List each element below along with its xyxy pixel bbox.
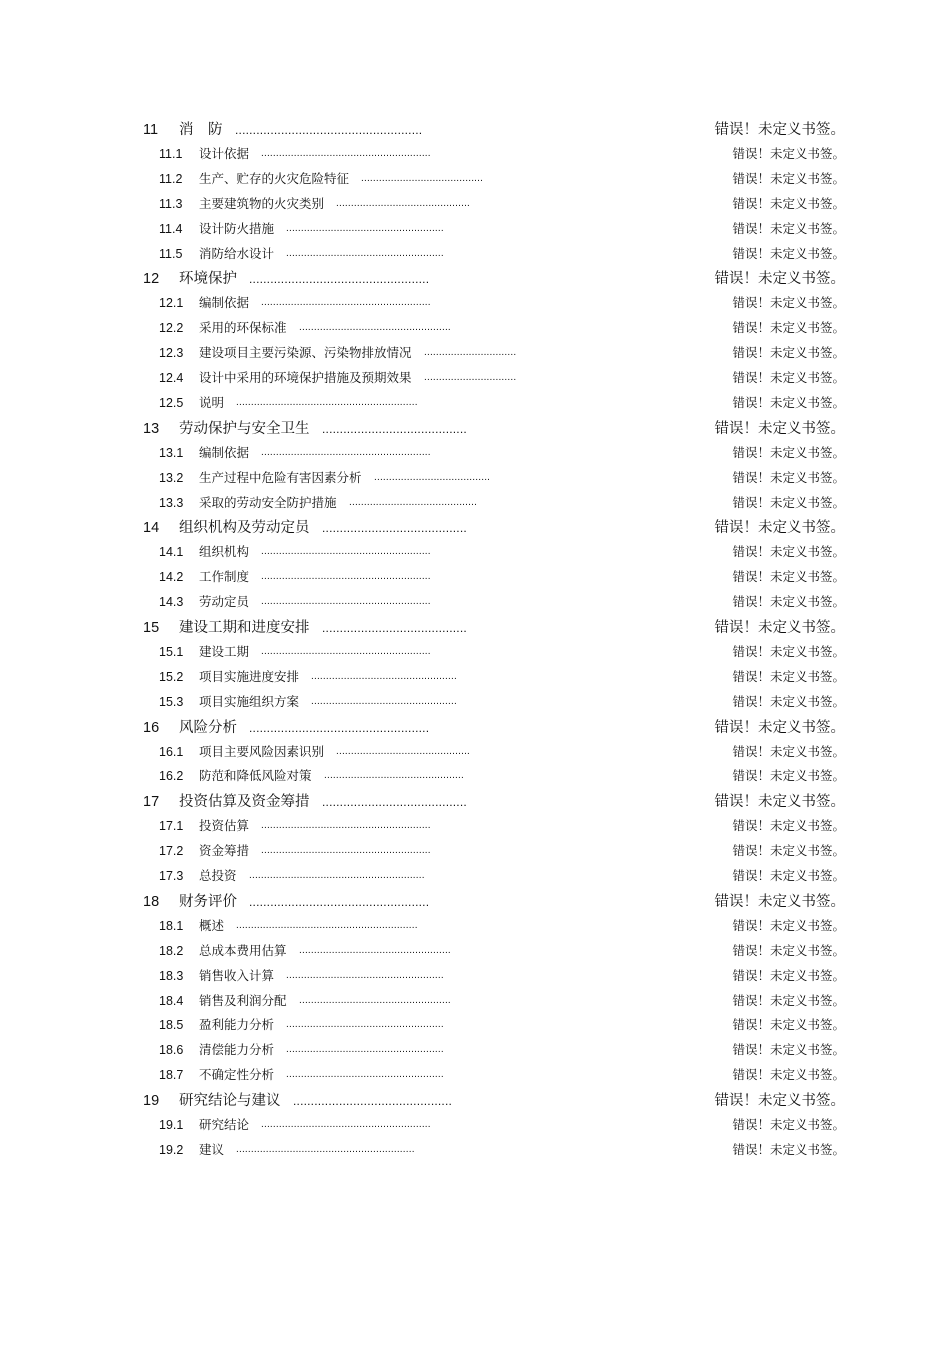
toc-page-reference: 错误！未定义书签。 xyxy=(732,942,845,958)
toc-entry-number: 11.3 xyxy=(159,196,183,211)
toc-entry-title: 销售收入计算 xyxy=(199,967,275,983)
toc-dot-leader: ................................................... xyxy=(299,994,451,1006)
toc-dot-leader: ............................................. xyxy=(336,745,471,757)
toc-dot-leader: ......................................................... xyxy=(261,147,431,159)
toc-page-reference: 错误！未定义书签。 xyxy=(732,693,845,709)
toc-entry-title: 销售及利润分配 xyxy=(199,992,287,1008)
toc-page-reference: 错误！未定义书签。 xyxy=(714,420,845,437)
toc-entry-number: 16 xyxy=(143,719,160,736)
toc-page-reference: 错误！未定义书签。 xyxy=(714,893,845,910)
toc-page-reference: 错误！未定义书签。 xyxy=(714,1093,845,1110)
toc-entry-number: 14.1 xyxy=(159,545,184,560)
toc-entry-title: 投资估算 xyxy=(199,818,250,834)
toc-entry-number: 11 xyxy=(143,122,159,138)
toc-dot-leader: ............................................................. xyxy=(236,396,418,408)
toc-entry-title: 研究结论与建议 xyxy=(179,1093,281,1110)
toc-entry-number: 12.5 xyxy=(159,395,184,410)
toc-page-reference: 错误！未定义书签。 xyxy=(732,245,845,261)
toc-entry-title: 研究结论 xyxy=(199,1117,250,1132)
toc-page-reference: 错误！未定义书签。 xyxy=(714,520,845,537)
toc-page-reference: 错误！未定义书签。 xyxy=(732,743,845,759)
toc-entry-number: 18.6 xyxy=(159,1043,184,1058)
toc-entry-title: 财务评价 xyxy=(179,893,237,910)
toc-entry-title: 概述 xyxy=(199,917,225,933)
toc-entry-number: 15.1 xyxy=(159,644,184,659)
toc-entry-number: 13.3 xyxy=(159,495,184,510)
toc-entry-number: 18.2 xyxy=(159,943,184,958)
toc-entry-number: 19.1 xyxy=(159,1118,184,1132)
toc-entry-title: 说明 xyxy=(199,394,225,410)
toc-dot-leader: ..................................................... xyxy=(286,1019,444,1031)
toc-entry-title: 资金筹措 xyxy=(199,843,250,859)
toc-entry-title: 不确定性分析 xyxy=(199,1067,275,1083)
toc-entry-number: 11.4 xyxy=(159,221,183,236)
toc-entry-title: 建设项目主要污染源、污染物排放情况 xyxy=(199,345,412,361)
toc-entry-title: 盈利能力分析 xyxy=(199,1017,275,1033)
toc-page-reference: 错误！未定义书签。 xyxy=(732,295,845,311)
toc-dot-leader: ................................................... xyxy=(249,894,430,909)
toc-dot-leader: ................................................... xyxy=(299,944,451,956)
toc-entry-number: 11.1 xyxy=(159,146,183,161)
toc-entry-title: 项目实施组织方案 xyxy=(199,693,300,709)
toc-page-reference: 错误！未定义书签。 xyxy=(732,818,845,834)
toc-page-reference: 错误！未定义书签。 xyxy=(714,719,845,736)
toc-dot-leader: ..................................................... xyxy=(286,247,444,259)
toc-entry-number: 15.2 xyxy=(159,669,184,684)
toc-page-reference: 错误！未定义书签。 xyxy=(732,594,845,610)
toc-entry-number: 17 xyxy=(143,794,160,811)
toc-entry-title: 总投资 xyxy=(199,868,237,883)
toc-entry-number: 11.2 xyxy=(159,171,183,186)
toc-entry-number: 19 xyxy=(143,1093,160,1110)
toc-page-reference: 错误！未定义书签。 xyxy=(732,967,845,983)
toc-entry-number: 12.1 xyxy=(159,296,184,311)
toc-page-reference: 错误！未定义书签。 xyxy=(732,1141,845,1157)
toc-dot-leader: ................................................... xyxy=(299,322,451,334)
toc-entry-title: 编制依据 xyxy=(199,444,250,460)
toc-dot-leader: ............................................................ xyxy=(236,1143,415,1155)
toc-entry-title: 采取的劳动安全防护措施 xyxy=(199,494,337,510)
toc-dot-leader: ..................................................... xyxy=(286,1069,444,1081)
toc-page-reference: 错误！未定义书签。 xyxy=(732,469,845,485)
toc-page-reference: 错误！未定义书签。 xyxy=(732,220,845,236)
toc-dot-leader: ......................................................... xyxy=(261,1119,431,1130)
toc-entry-title: 采用的环保标准 xyxy=(199,320,287,336)
toc-page-reference: 错误！未定义书签。 xyxy=(714,122,845,138)
toc-dot-leader: ..................................................... xyxy=(235,123,423,137)
toc-page-reference: 错误！未定义书签。 xyxy=(732,768,845,784)
toc-entry-title: 设计中采用的环境保护措施及预期效果 xyxy=(199,370,412,385)
toc-entry-number: 12.2 xyxy=(159,321,184,336)
toc-entry-title: 生产过程中危险有害因素分析 xyxy=(199,469,362,485)
toc-entry-number: 16.1 xyxy=(159,744,184,759)
toc-entry-number: 18.3 xyxy=(159,968,184,983)
toc-page-reference: 错误！未定义书签。 xyxy=(732,992,845,1008)
toc-dot-leader: ......................................................... xyxy=(261,571,431,583)
toc-entry-number: 14.3 xyxy=(159,595,184,610)
toc-dot-leader: ......................................................... xyxy=(261,546,431,558)
toc-page-reference: 错误！未定义书签。 xyxy=(732,320,845,336)
toc-entry-number: 19.2 xyxy=(159,1142,184,1157)
toc-entry-title: 劳动定员 xyxy=(199,594,250,610)
toc-entry-title: 工作制度 xyxy=(199,569,250,585)
toc-entry-number: 13.2 xyxy=(159,470,184,485)
toc-page-reference: 错误！未定义书签。 xyxy=(732,394,845,410)
toc-dot-leader: ......................................... xyxy=(322,521,467,536)
toc-page-reference: 错误！未定义书签。 xyxy=(732,569,845,585)
toc-dot-leader: ..................................................... xyxy=(286,969,444,981)
toc-entry-number: 12 xyxy=(143,271,160,288)
toc-entry-number: 17.2 xyxy=(159,844,184,859)
toc-dot-leader: ............................... xyxy=(424,347,517,359)
toc-dot-leader: ............................................. xyxy=(293,1094,453,1109)
toc-dot-leader: ..................................................... xyxy=(286,222,444,234)
toc-entry-number: 13.1 xyxy=(159,445,184,460)
toc-dot-leader: ............................................................. xyxy=(236,919,418,931)
toc-entry-title: 消 防 xyxy=(179,122,223,138)
toc-entry-number: 15.3 xyxy=(159,694,184,709)
toc-page-reference: 错误！未定义书签。 xyxy=(732,668,845,684)
toc-page-reference: 错误！未定义书签。 xyxy=(732,170,845,186)
toc-dot-leader: ................................................. xyxy=(311,695,457,707)
toc-entry-number: 16.2 xyxy=(159,769,184,784)
toc-page-reference: 错误！未定义书签。 xyxy=(732,1067,845,1083)
toc-dot-leader: ......................................... xyxy=(322,795,467,810)
toc-entry-number: 18.1 xyxy=(159,918,184,933)
toc-entry-title: 建议 xyxy=(199,1141,225,1157)
toc-entry-title: 建设工期 xyxy=(199,643,250,659)
toc-page-reference: 错误！未定义书签。 xyxy=(732,917,845,933)
toc-entry-title: 防范和降低风险对策 xyxy=(199,768,312,784)
toc-entry-number: 17.1 xyxy=(159,819,184,834)
toc-entry-number: 17.3 xyxy=(159,869,184,883)
toc-dot-leader: ............................... xyxy=(424,372,517,383)
toc-page-reference: 错误！未定义书签。 xyxy=(714,620,845,636)
toc-entry-number: 14 xyxy=(143,520,160,537)
toc-dot-leader: ....................................... xyxy=(374,471,491,483)
toc-entry-number: 12.4 xyxy=(159,371,184,385)
toc-page-reference: 错误！未定义书签。 xyxy=(732,345,845,361)
toc-entry-title: 主要建筑物的火灾类别 xyxy=(199,195,325,211)
toc-entry-title: 环境保护 xyxy=(179,271,237,288)
toc-entry-title: 组织机构及劳动定员 xyxy=(179,520,310,537)
toc-page-reference: 错误！未定义书签。 xyxy=(732,544,845,560)
toc-entry-title: 编制依据 xyxy=(199,295,250,311)
toc-entry-title: 劳动保护与安全卫生 xyxy=(179,420,310,437)
toc-entry-title: 风险分析 xyxy=(179,719,237,736)
toc-dot-leader: ......................................................... xyxy=(261,845,431,857)
toc-dot-leader: ................................................... xyxy=(249,272,430,287)
toc-dot-leader: ..................................................... xyxy=(286,1044,444,1056)
toc-entry-number: 11.5 xyxy=(159,246,183,261)
toc-dot-leader: ......................................................... xyxy=(261,645,431,657)
toc-dot-leader: ............................................... xyxy=(324,770,464,782)
toc-entry-title: 生产、贮存的火灾危险特征 xyxy=(199,170,350,186)
toc-page-reference: 错误！未定义书签。 xyxy=(732,643,845,659)
toc-entry-title: 总成本费用估算 xyxy=(199,942,287,958)
toc-entry-number: 14.2 xyxy=(159,570,184,585)
toc-entry-title: 设计依据 xyxy=(199,145,250,161)
toc-entry-title: 设计防火措施 xyxy=(199,220,275,236)
toc-entry-title: 组织机构 xyxy=(199,544,250,560)
toc-dot-leader: ......................................................... xyxy=(261,820,431,832)
toc-page-reference: 错误！未定义书签。 xyxy=(732,370,845,385)
toc-dot-leader: ........................................................... xyxy=(249,870,425,881)
toc-dot-leader: ................................................. xyxy=(311,670,457,682)
toc-page-reference: 错误！未定义书签。 xyxy=(732,843,845,859)
toc-entry-number: 18.4 xyxy=(159,993,184,1008)
toc-page-reference: 错误！未定义书签。 xyxy=(732,494,845,510)
toc-dot-leader: ......................................................... xyxy=(261,596,431,608)
toc-page-reference: 错误！未定义书签。 xyxy=(732,195,845,211)
toc-entry-title: 建设工期和进度安排 xyxy=(179,620,310,636)
toc-page-reference: 错误！未定义书签。 xyxy=(732,868,845,883)
toc-entry-number: 15 xyxy=(143,620,160,636)
toc-entry-title: 清偿能力分析 xyxy=(199,1042,275,1058)
toc-dot-leader: ......................................... xyxy=(361,172,484,184)
toc-entry-number: 18.7 xyxy=(159,1068,184,1083)
toc-dot-leader: ......................................... xyxy=(322,621,467,635)
toc-page-reference: 错误！未定义书签。 xyxy=(732,145,845,161)
toc-entry-title: 消防给水设计 xyxy=(199,245,275,261)
toc-page-reference: 错误！未定义书签。 xyxy=(732,444,845,460)
toc-dot-leader: ......................................... xyxy=(322,421,467,436)
toc-page-reference: 错误！未定义书签。 xyxy=(732,1042,845,1058)
toc-entry-title: 项目实施进度安排 xyxy=(199,668,300,684)
toc-entry-number: 12.3 xyxy=(159,346,184,361)
toc-entry-number: 13 xyxy=(143,420,160,437)
toc-dot-leader: ......................................................... xyxy=(261,297,431,309)
toc-dot-leader: ......................................................... xyxy=(261,446,431,458)
toc-page-reference: 错误！未定义书签。 xyxy=(714,271,845,288)
toc-dot-leader: ............................................. xyxy=(336,197,471,209)
toc-dot-leader: ........................................... xyxy=(349,496,478,508)
toc-entry-number: 18.5 xyxy=(159,1018,184,1033)
toc-entry-title: 项目主要风险因素识别 xyxy=(199,743,325,759)
toc-page-reference: 错误！未定义书签。 xyxy=(714,794,845,811)
toc-page-reference: 错误！未定义书签。 xyxy=(732,1117,845,1132)
toc-entry-number: 18 xyxy=(143,893,160,910)
toc-page-reference: 错误！未定义书签。 xyxy=(732,1017,845,1033)
toc-entry-title: 投资估算及资金筹措 xyxy=(179,794,310,811)
toc-dot-leader: ................................................... xyxy=(249,720,430,735)
